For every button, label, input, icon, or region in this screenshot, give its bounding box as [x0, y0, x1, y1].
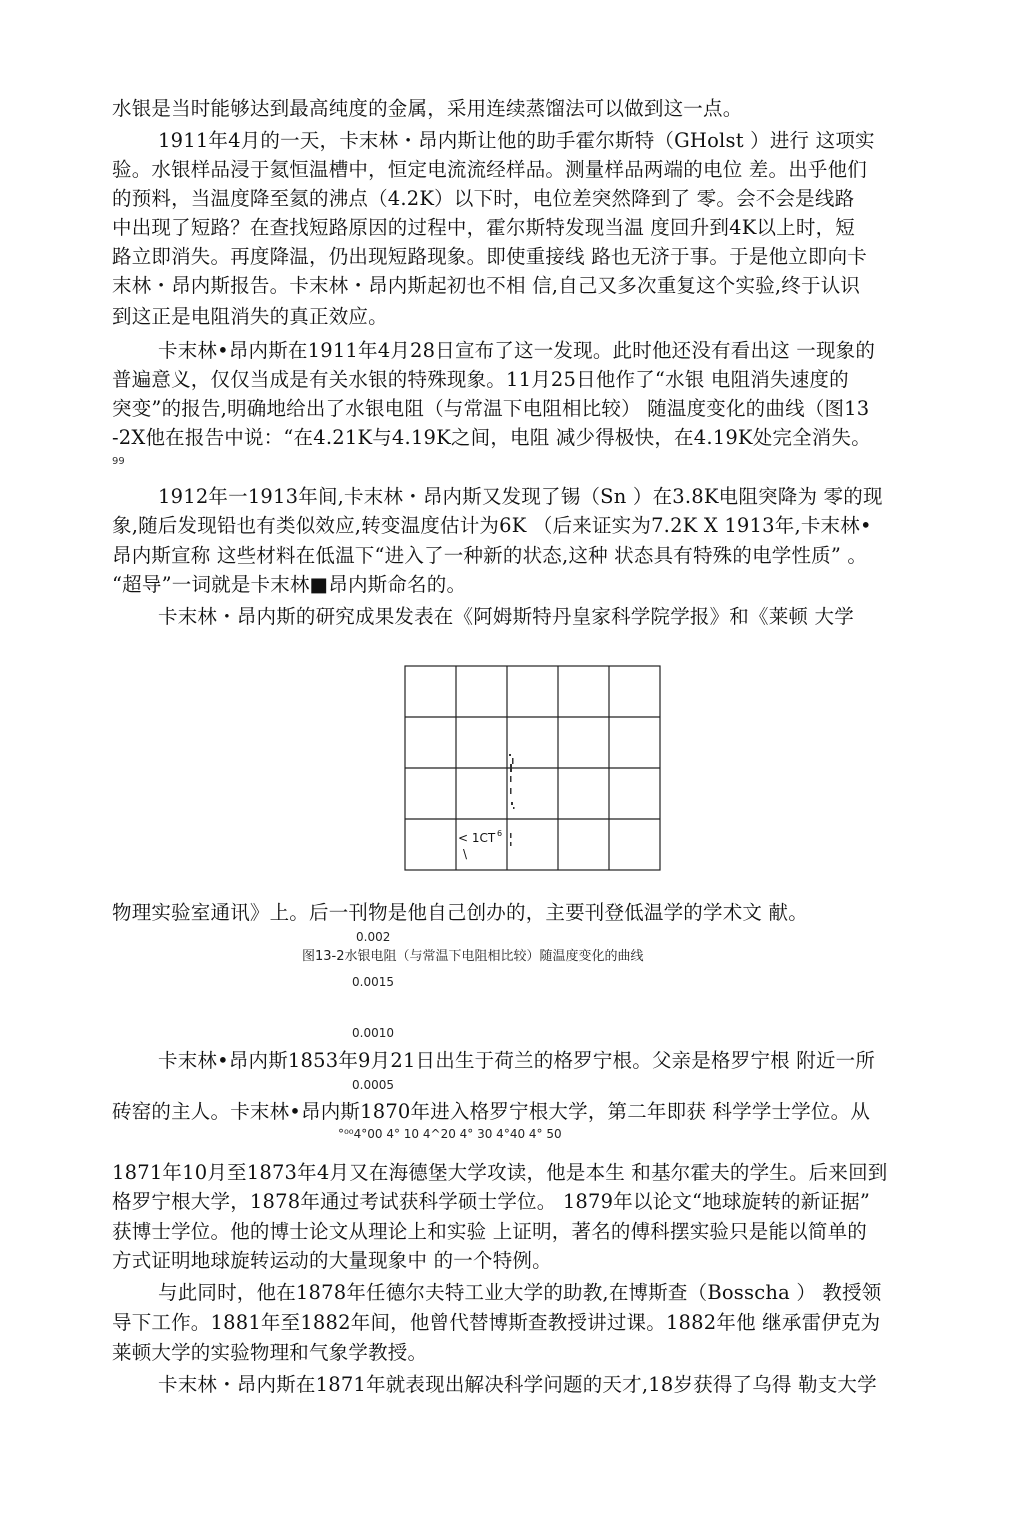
- text-line: 1912年一1913年间,卡末林・昂内斯又发现了锡（Sn ）在3.8K电阻突降为 零的现: [158, 485, 883, 508]
- text-line: 突变”的报告,明确地给出了水银电阻（与常温下电阻相比较） 随温度变化的曲线（图13: [112, 397, 870, 420]
- text-line: 砖窑的主人。卡末林•昂内斯1870年进入格罗宁根大学，第二年即获 科学学士学位。从: [112, 1100, 871, 1123]
- curve-dot: [510, 842, 512, 846]
- y-tick-label: 0.0010: [352, 1026, 394, 1040]
- figure-grid: [400, 662, 664, 874]
- curve-dot: [510, 764, 512, 772]
- plot-annotation-sup: 6: [497, 829, 503, 838]
- text-line: 末林・昂内斯报告。卡末林・昂内斯起初也不相 信,自己又多次重复这个实验,终于认识: [112, 274, 861, 297]
- figure-caption: 图13-2水银电阻（与常温下电阻相比较）随温度变化的曲线: [302, 949, 644, 964]
- y-tick-label: 0.0005: [352, 1078, 394, 1092]
- text-line: 方式证明地球旋转运动的大量现象中 的一个特例。: [112, 1249, 552, 1272]
- text-line: 与此同时，他在1878年任德尔夫特工业大学的助教,在博斯查（Bosscha ） 教授领: [158, 1281, 882, 1304]
- text-line: 获博士学位。他的博士论文从理论上和实验 上证明，著名的傅科摆实验只是能以简单的: [112, 1220, 867, 1243]
- text-line: 卡末林•昂内斯在1911年4月28日宣布了这一发现。此时他还没有看出这 一现象的: [158, 339, 876, 362]
- page-marker: 99: [112, 456, 125, 467]
- text-line: 象,随后发现铅也有类似效应,转变温度估计为6K （后来证实为7.2K X 1913年,卡末林•: [112, 514, 872, 537]
- plot-annotation-2: \: [463, 847, 468, 861]
- text-line: 卡末林・昂内斯的研究成果发表在《阿姆斯特丹皇家科学院学报》和《莱顿 大学: [158, 605, 854, 628]
- text-line: 莱顿大学的实验物理和气象学教授。: [112, 1341, 428, 1364]
- curve-dot: [511, 802, 513, 805]
- y-tick-label: 0.0015: [352, 975, 394, 989]
- curve-dot: [510, 788, 512, 794]
- text-line: 的预料，当温度降至氦的沸点（4.2K）以下时，电位差突然降到了 零。会不会是线路: [112, 187, 855, 210]
- curve-dot: [509, 754, 511, 756]
- x-tick-labels: °⁰⁰4°00 4° 10 4^20 4° 30 4°40 4° 50: [338, 1127, 562, 1141]
- text-line: 格罗宁根大学，1878年通过考试获科学硕士学位。 1879年以论文“地球旋转的新证据”: [112, 1190, 870, 1213]
- grid-lines: [405, 666, 660, 870]
- text-line: 物理实验室通讯》上。后一刊物是他自己创办的，主要刊登低温学的学术文 献。: [112, 901, 808, 924]
- text-line: 卡末林•昂内斯1853年9月21日出生于荷兰的格罗宁根。父亲是格罗宁根 附近一所: [158, 1049, 876, 1072]
- text-line: “超导”一词就是卡末林■昂内斯命名的。: [112, 573, 467, 596]
- text-line: 昂内斯宣称 这些材料在低温下“进入了一种新的状态,这种 状态具有特殊的电学性质” 。: [112, 544, 868, 567]
- curve-dot: [513, 807, 515, 809]
- text-line: 普遍意义，仅仅当成是有关水银的特殊现象。11月25日他作了“水银 电阻消失速度的: [112, 368, 849, 391]
- text-line: 到这正是电阻消失的真正效应。: [112, 305, 388, 328]
- text-line: 路立即消失。再度降温，仍出现短路现象。即使重接线 路也无济于事。于是他立即向卡: [112, 245, 867, 268]
- text-line: 水银是当时能够达到最高纯度的金属，采用连续蒸馏法可以做到这一点。: [112, 97, 743, 120]
- text-line: 1911年4月的一天，卡末林・昂内斯让他的助手霍尔斯特（GHolst ）进行 这项实: [158, 129, 875, 152]
- text-line: 卡末林・昂内斯在1871年就表现出解决科学问题的天才,18岁获得了乌得 勒支大学: [158, 1373, 877, 1396]
- text-line: 1871年10月至1873年4月又在海德堡大学攻读，他是本生 和基尔霍夫的学生。后来回到: [112, 1161, 888, 1184]
- curve-dot: [510, 833, 512, 838]
- text-line: 导下工作。1881年至1882年间，他曾代替博斯查教授讲过课。1882年他 继承雷伊克为: [112, 1311, 881, 1334]
- text-line: 验。水银样品浸于氦恒温槽中，恒定电流流经样品。测量样品两端的电位 差。出乎他们: [112, 158, 867, 181]
- plot-annotation: < 1CT: [458, 831, 496, 845]
- text-line: -2X他在报告中说：“在4.21K与4.19K之间，电阻 减少得极快，在4.19K处完全消失。: [112, 426, 871, 449]
- text-line: 中出现了短路？在查找短路原因的过程中，霍尔斯特发现当温 度回升到4K以上时，短: [112, 216, 855, 239]
- y-tick-label: 0.002: [356, 930, 391, 944]
- curve-dot: [510, 776, 512, 782]
- curve-dot: [512, 758, 514, 764]
